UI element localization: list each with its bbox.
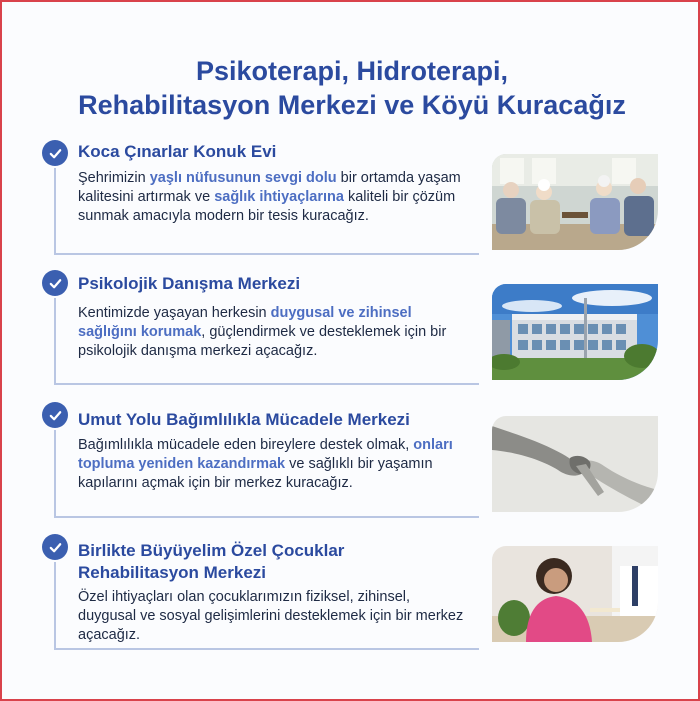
- desc-highlight: onları topluma yeniden kazandırmak: [78, 437, 453, 472]
- helping-hands-photo: [492, 416, 658, 512]
- title-line-1: Psikoterapi, Hidroterapi,: [195, 56, 509, 86]
- item-description: [78, 436, 468, 493]
- divider-horizontal: [54, 648, 479, 650]
- divider-vertical: [54, 562, 56, 648]
- desc-text: Bağımlılıkla mücadele eden bireylere destek olmak,: [78, 437, 414, 453]
- item-description: [78, 169, 468, 226]
- check-circle-icon: [42, 534, 68, 560]
- item-umut-yolu: [42, 402, 682, 522]
- child-therapy-photo: [492, 546, 658, 642]
- item-description: [78, 588, 468, 645]
- item-title-line-2: Rehabilitasyon Merkezi: [78, 563, 267, 582]
- divider-horizontal: [54, 253, 479, 255]
- title-line-2: Rehabilitasyon Merkezi ve Köyü Kuracağız: [78, 90, 626, 120]
- divider-vertical: [54, 430, 56, 516]
- desc-text: Şehrimizin: [78, 170, 150, 186]
- item-title: Umut Yolu Bağımlılıkla Mücadele Merkezi: [78, 410, 410, 429]
- desc-text: Kentimizde yaşayan herkesin: [78, 305, 271, 321]
- modern-building-photo: [492, 284, 658, 380]
- check-circle-icon: [42, 402, 68, 428]
- page-title: [2, 54, 700, 122]
- desc-highlight: duygusal ve zihinsel sağlığını korumak: [78, 305, 412, 340]
- desc-text: kaliteli bir çözüm sunmak amacıyla modern bir tesis kuracağız.: [78, 189, 456, 224]
- elderly-people-lounge-photo: [492, 154, 658, 250]
- desc-text: ve sağlıklı bir yaşamın kapılarını açmak için bir merkez kuracağız.: [78, 456, 433, 491]
- item-title: Koca Çınarlar Konuk Evi: [78, 142, 277, 161]
- item-title-line-1: Birlikte Büyüyelim Özel Çocuklar: [78, 541, 345, 560]
- desc-highlight: yaşlı nüfusunun sevgi dolu: [149, 170, 337, 186]
- divider-vertical: [54, 168, 56, 254]
- divider-horizontal: [54, 383, 479, 385]
- desc-text: , güçlendirmek ve desteklemek için bir psikolojik danışma merkezi açacağız.: [78, 324, 447, 359]
- item-psikolojik-danisma: [42, 270, 682, 390]
- divider-vertical: [54, 298, 56, 384]
- desc-text: bir ortamda yaşam kalitesini artırmak ve: [78, 170, 461, 205]
- divider-horizontal: [54, 516, 479, 518]
- check-circle-icon: [42, 140, 68, 166]
- item-birlikte-buyuyelim: [42, 534, 682, 654]
- check-circle-icon: [42, 270, 68, 296]
- item-description: [78, 304, 468, 361]
- desc-text: Özel ihtiyaçları olan çocuklarımızın fiziksel, zihinsel, duygusal ve sosyal gelişimlerini desteklemek için bir merkez açacağız.: [78, 589, 464, 643]
- item-title: [78, 540, 498, 584]
- item-koca-cinarlar: [42, 140, 682, 260]
- item-title: Psikolojik Danışma Merkezi: [78, 274, 301, 293]
- desc-highlight: sağlık ihtiyaçlarına: [214, 189, 344, 205]
